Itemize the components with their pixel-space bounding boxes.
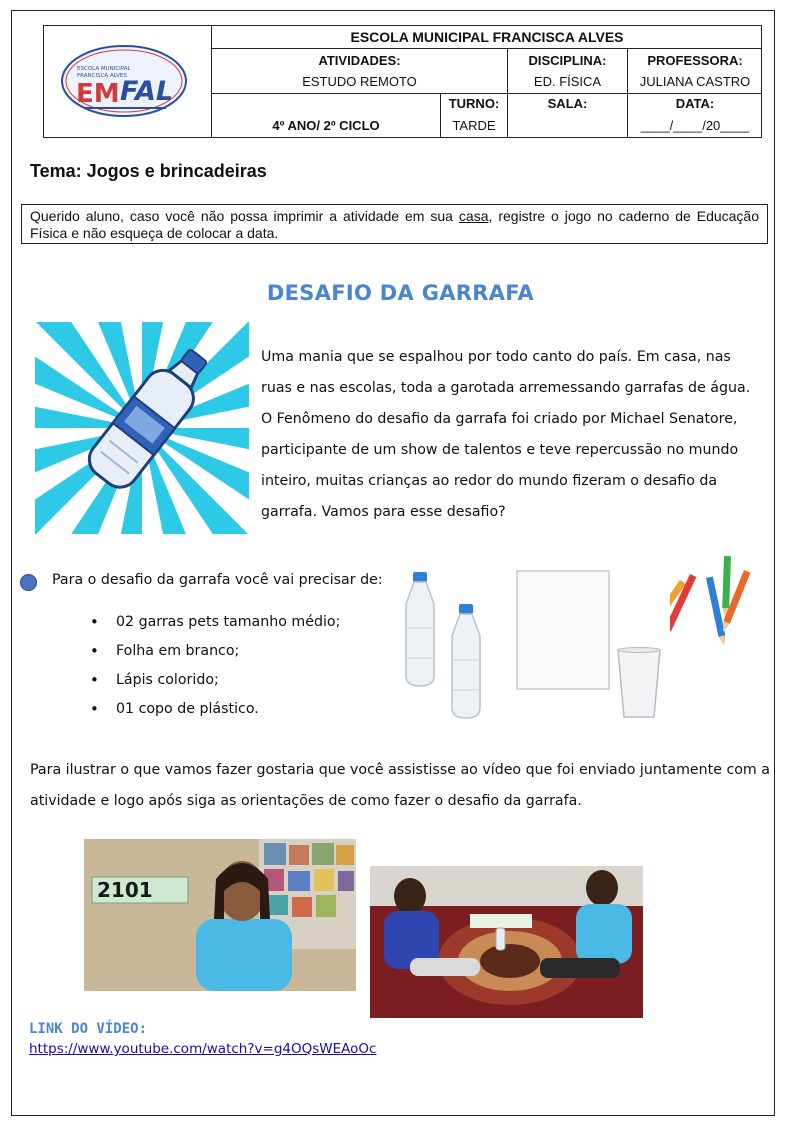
video-link[interactable]: https://www.youtube.com/watch?v=g4OQsWEAoOc bbox=[29, 1041, 377, 1057]
list-item: • 02 garras pets tamanho médio; bbox=[90, 608, 340, 637]
notice-underlined-word: casa bbox=[458, 208, 489, 224]
materials-list bbox=[90, 608, 340, 724]
header-table bbox=[43, 25, 762, 138]
video-frame-teacher bbox=[84, 839, 356, 991]
circle-bullet-icon bbox=[20, 574, 37, 591]
tema-heading: Tema: Jogos e brincadeiras bbox=[30, 161, 267, 181]
notice-text-end: , registre o jogo no caderno de Educação Física e não esqueça de colocar a data. bbox=[30, 208, 760, 241]
atividades-label: ATIVIDADES: bbox=[318, 53, 401, 68]
school-logo bbox=[60, 44, 188, 118]
notice-box bbox=[21, 204, 768, 244]
sala-label: SALA: bbox=[547, 96, 588, 111]
list-item: • 01 copo de plástico. bbox=[90, 695, 340, 724]
instructions-paragraph: Para ilustrar o que vamos fazer gostaria que você assistisse ao vídeo que foi enviado juntamente com a atividade e logo após siga as orientações de como fazer o desafio da garrafa. bbox=[30, 762, 770, 809]
notice-text-start: Querido aluno, caso você não possa imprimir a atividade em sua bbox=[30, 208, 459, 224]
intro-paragraph-1: Uma mania que se espalhou por todo canto do país. Em casa, nas ruas e nas escolas, toda a garotada arremessando garrafas de água. bbox=[261, 349, 751, 396]
professora-label: PROFESSORA: bbox=[647, 53, 743, 68]
atividades-value: ESTUDO REMOTO bbox=[302, 74, 417, 89]
video-frame-kids bbox=[370, 866, 643, 1018]
data-value: ____/____/20____ bbox=[640, 118, 750, 133]
svg-text:FRANCISCA ALVES: FRANCISCA ALVES bbox=[77, 73, 127, 79]
disciplina-label: DISCIPLINA: bbox=[528, 53, 607, 68]
pet-bottles-image bbox=[398, 568, 493, 723]
scoreboard-text: 2101 bbox=[97, 878, 153, 902]
ano-ciclo: 4º ANO/ 2º CICLO bbox=[272, 118, 380, 133]
plastic-cup-image bbox=[616, 647, 662, 719]
bottle-burst-image bbox=[35, 322, 249, 534]
turno-value: TARDE bbox=[452, 118, 496, 133]
white-sheet-image bbox=[516, 570, 611, 690]
intro-paragraph-2: O Fenômeno do desafio da garrafa foi criado por Michael Senatore, participante de um show de talentos e teve repercussão no mundo inteiro, muitas crianças ao redor do mundo fizeram o desafio da garrafa. Vamos para esse desafio? bbox=[261, 411, 739, 520]
colored-pencils-image bbox=[670, 552, 760, 652]
turno-label: TURNO: bbox=[448, 96, 500, 111]
school-name: ESCOLA MUNICIPAL FRANCISCA ALVES bbox=[350, 29, 624, 45]
professora-value: JULIANA CASTRO bbox=[639, 74, 751, 89]
svg-text:FAL: FAL bbox=[120, 76, 174, 107]
disciplina-value: ED. FÍSICA bbox=[533, 74, 602, 89]
intro-text bbox=[261, 342, 761, 528]
data-label: DATA: bbox=[675, 96, 715, 111]
materials-intro: Para o desafio da garrafa você vai precisar de: bbox=[52, 572, 383, 588]
list-item: • Folha em branco; bbox=[90, 637, 340, 666]
logo-small-text: ESCOLA MUNICIPAL bbox=[77, 66, 131, 72]
activity-title: DESAFIO DA GARRAFA bbox=[266, 281, 535, 305]
list-item: • Lápis colorido; bbox=[90, 666, 340, 695]
svg-text:EM: EM bbox=[76, 79, 120, 109]
video-link-label: LINK DO VÍDEO: bbox=[29, 1021, 148, 1037]
